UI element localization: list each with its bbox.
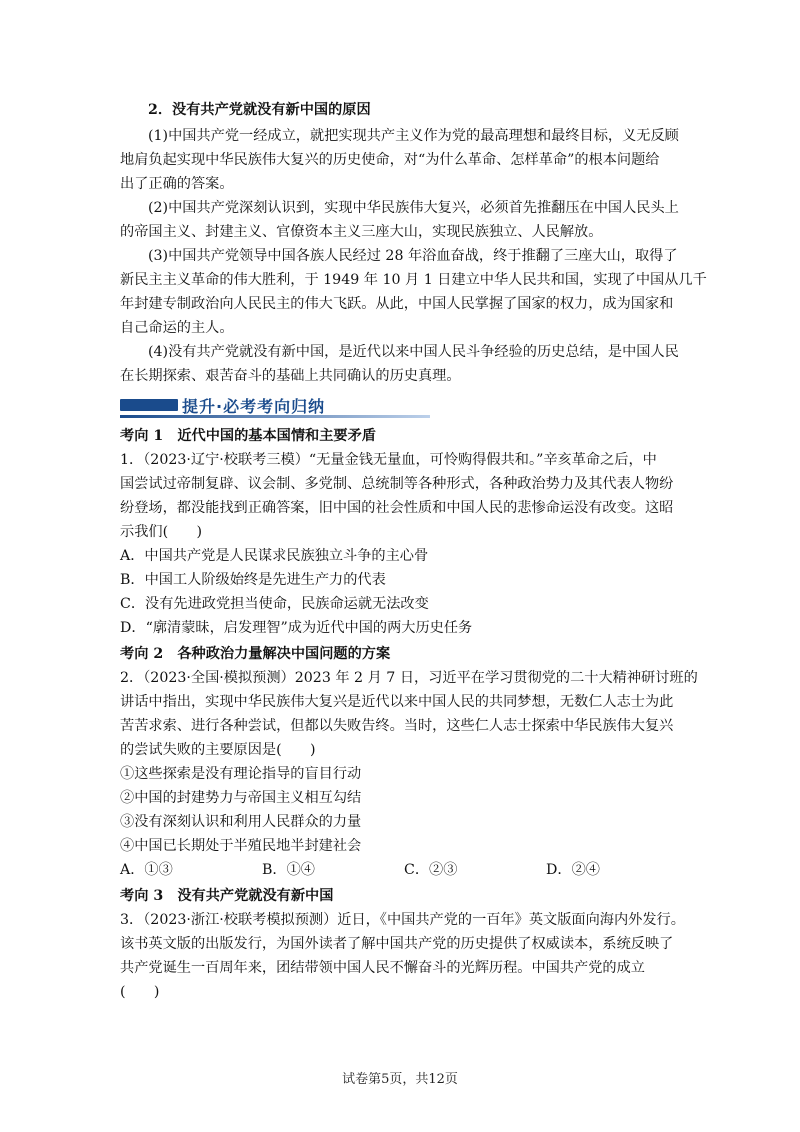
question-stem-line: 讲话中指出，实现中华民族伟大复兴是近代以来中国人民的共同梦想，无数仁人志士为此 <box>120 694 674 710</box>
question-stem-line: 1．（2023·辽宁·校联考三模）“无量金钱无量血，可怜购得假共和。”辛亥革命之后，中 <box>120 452 657 468</box>
text-line: (1)中国共产党一经成立，就把实现共产主义作为党的最高理想和最终目标，义无反顾 <box>148 128 679 144</box>
topic-2-heading: 考向 2 各种政治力量解决中国问题的方案 <box>120 646 391 662</box>
option-b: B．中国工人阶级始终是先进生产力的代表 <box>120 572 386 588</box>
question-stem-line: 该书英文版的出版发行，为国外读者了解中国共产党的历史提供了权威读本，系统反映了 <box>120 936 674 952</box>
choice-a: A．①③ <box>120 862 173 878</box>
question-stem-line: 苦苦求索、进行各种尝试，但都以失败告终。当时，这些仁人志士探索中华民族伟大复兴 <box>120 718 674 734</box>
text-line: 在长期探索、艰苦奋斗的基础上共同确认的历史真理。 <box>120 368 461 384</box>
question-stem-line: 示我们( ) <box>120 524 203 540</box>
text-line: 的帝国主义、封建主义、官僚资本主义三座大山，实现民族独立、人民解放。 <box>120 224 603 240</box>
paragraph-3 <box>120 244 707 340</box>
text-line: (4)没有共产党就没有新中国，是近代以来中国人民斗争经验的历史总结，是中国人民 <box>148 344 679 360</box>
question-stem-line: 国尝试过帝制复辟、议会制、多党制、总统制等各种形式，各种政治势力及其代表人物纷 <box>120 476 674 492</box>
question-3 <box>120 908 690 1004</box>
banner-underline <box>120 415 430 418</box>
question-stem-line: 纷登场，都没能找到正确答案，旧中国的社会性质和中国人民的悲惨命运没有改变。这昭 <box>120 500 674 516</box>
banner-title: 提升·必考考向归纳 <box>182 396 326 416</box>
text-line: (3)中国共产党领导中国各族人民经过 28 年浴血奋战，终于推翻了三座大山，取得了 <box>148 248 678 264</box>
paragraph-1 <box>120 124 690 196</box>
choice-row <box>120 858 690 882</box>
text-line: 年封建专制政治向人民民主的伟大飞跃。从此，中国人民掌握了国家的权力，成为国家和 <box>120 296 674 312</box>
question-stem-line: 2．（2023·全国·模拟预测）2023 年 2 月 7 日，习近平在学习贯彻党的二十大精神研讨班的 <box>120 670 698 686</box>
question-1 <box>120 448 690 640</box>
choice-c: C．②③ <box>404 862 458 878</box>
option-d: D．“廓清蒙昧，启发理智”成为近代中国的两大历史任务 <box>120 620 473 636</box>
page-footer: 试卷第5页，共12页 <box>342 1072 458 1087</box>
question-2 <box>120 666 698 882</box>
text-line: 地肩负起实现中华民族伟大复兴的历史使命，对“为什么革命、怎样革命”的根本问题给 <box>120 152 660 168</box>
section-banner <box>120 392 690 418</box>
text-line: 新民主主义革命的伟大胜利，于 1949 年 10 月 1 日建立中华人民共和国，实现了中国从几千 <box>120 272 707 288</box>
topic-3-heading: 考向 3 没有共产党就没有新中国 <box>120 888 334 904</box>
option-a: A．中国共产党是人民谋求民族独立斗争的主心骨 <box>120 548 429 564</box>
question-stem-line: 3．（2023·浙江·校联考模拟预测）近日，《中国共产党的一百年》英文版面向海内外发行。 <box>120 912 685 928</box>
question-stem-line: 共产党诞生一百周年来，团结带领中国人民不懈奋斗的光辉历程。中国共产党的成立 <box>120 960 645 976</box>
statement-item: ③没有深刻认识和利用人民群众的力量 <box>120 814 362 830</box>
topic-1-heading: 考向 1 近代中国的基本国情和主要矛盾 <box>120 428 376 444</box>
paragraph-4 <box>120 340 690 388</box>
statement-item: ④中国已长期处于半殖民地半封建社会 <box>120 838 362 854</box>
paragraph-2 <box>120 196 690 244</box>
page-content <box>120 98 707 1004</box>
question-stem-line: ( ) <box>120 984 160 1000</box>
section-title: 2．没有共产党就没有新中国的原因 <box>148 102 371 118</box>
choice-b: B．①④ <box>262 862 315 878</box>
choice-d: D．②④ <box>546 862 600 878</box>
statement-item: ②中国的封建势力与帝国主义相互勾结 <box>120 790 362 806</box>
option-c: C．没有先进政党担当使命，民族命运就无法改变 <box>120 596 429 612</box>
text-line: 出了正确的答案。 <box>120 176 234 192</box>
statement-item: ①这些探索是没有理论指导的盲目行动 <box>120 766 362 782</box>
question-stem-line: 的尝试失败的主要原因是( ) <box>120 742 316 758</box>
banner-bar-icon <box>120 399 178 411</box>
text-line: 自己命运的主人。 <box>120 320 234 336</box>
text-line: (2)中国共产党深刻认识到，实现中华民族伟大复兴，必须首先推翻压在中国人民头上 <box>148 200 679 216</box>
